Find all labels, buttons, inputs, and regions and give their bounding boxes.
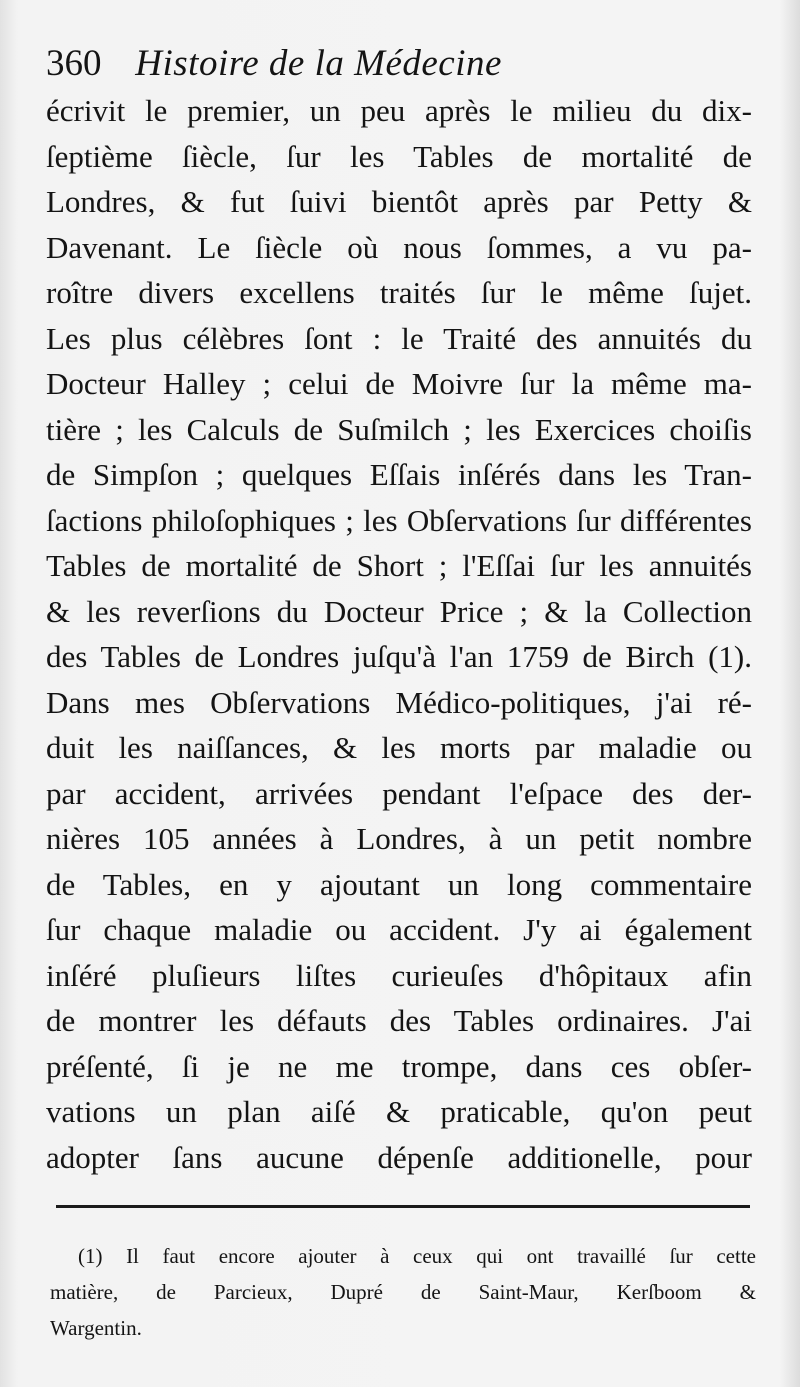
text-line: de montrer les défauts des Tables ordinaires. J'ai xyxy=(46,1003,752,1038)
text-line: des Tables de Londres juſqu'à l'an 1759 de Birch (1). xyxy=(46,639,752,674)
text-line: adopter ſans aucune dépenſe additionelle, pour xyxy=(46,1139,752,1175)
text-line: de Tables, en y ajoutant un long commentaire xyxy=(46,866,752,902)
body-text xyxy=(46,88,752,1180)
text-line: duit les naiſſances, & les morts par maladie ou xyxy=(46,730,752,765)
text-line: écrivit le premier, un peu après le milieu du dix- xyxy=(46,93,752,128)
footnote-line: matière, de Parcieux, Dupré de Saint-Maur, Kerſboom & xyxy=(50,1280,756,1304)
text-line: ſactions philoſophiques ; les Obſervations ſur différentes xyxy=(46,502,752,538)
footnote-line: Wargentin. xyxy=(50,1316,142,1340)
text-line: Docteur Halley ; celui de Moivre ſur la même ma- xyxy=(46,366,752,401)
footnote xyxy=(50,1238,756,1346)
text-line: préſenté, ſi je ne me trompe, dans ces obſer- xyxy=(46,1048,752,1084)
page-number: 360 xyxy=(46,43,102,84)
text-line: Londres, & fut ſuivi bientôt après par Petty & xyxy=(46,184,752,219)
footnote-divider xyxy=(56,1205,750,1208)
text-line: vations un plan aiſé & praticable, qu'on peut xyxy=(46,1094,752,1129)
text-line: Les plus célèbres ſont : le Traité des annuités du xyxy=(46,320,752,356)
text-line: Davenant. Le ſiècle où nous ſommes, a vu pa- xyxy=(46,229,752,265)
text-line: par accident, arrivées pendant l'eſpace des der- xyxy=(46,775,752,811)
text-line: Tables de mortalité de Short ; l'Eſſai ſur les annuités xyxy=(46,548,752,583)
text-line: Dans mes Obſervations Médico-politiques, j'ai ré- xyxy=(46,684,752,720)
text-line: ſur chaque maladie ou accident. J'y ai également xyxy=(46,912,752,947)
text-line: de Simpſon ; quelques Eſſais inſérés dans les Tran- xyxy=(46,457,752,492)
footnote-line: (1) Il faut encore ajouter à ceux qui ont travaillé ſur cette xyxy=(78,1244,756,1268)
text-line: ſeptième ſiècle, ſur les Tables de mortalité de xyxy=(46,138,752,174)
text-line: inſéré pluſieurs liſtes curieuſes d'hôpitaux afin xyxy=(46,957,752,993)
page-header xyxy=(46,38,746,88)
running-title: Histoire de la Médecine xyxy=(135,43,502,84)
text-line: & les reverſions du Docteur Price ; & la Collection xyxy=(46,593,752,629)
text-line: roître divers excellens traités ſur le même ſujet. xyxy=(46,275,752,310)
text-line: nières 105 années à Londres, à un petit nombre xyxy=(46,821,752,856)
text-line: tière ; les Calculs de Suſmilch ; les Exercices choiſis xyxy=(46,411,752,447)
